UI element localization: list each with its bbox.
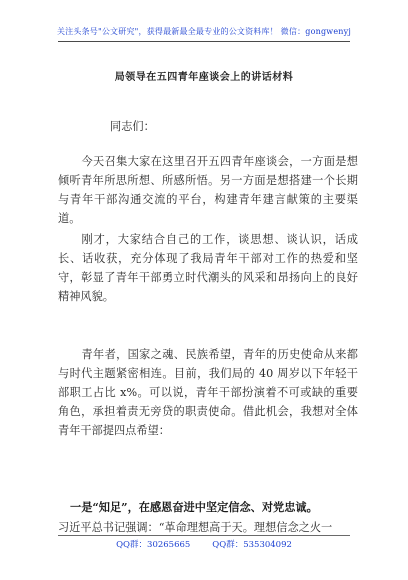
footer-qq-group-2: QQ群：535304092 xyxy=(212,540,292,550)
header-divider xyxy=(58,41,350,42)
point-one-continuation: 习近平总书记强调：“革命理想高于天。理想信念之火一 xyxy=(58,521,333,534)
footer xyxy=(0,538,408,550)
footer-qq-group-1: QQ群：30265665 xyxy=(116,540,191,550)
point-one-heading: 一是“知足”，在感恩奋进中坚定信念、对党忠诚。 xyxy=(70,500,318,514)
footer-divider xyxy=(58,535,350,536)
paragraph-1: 今天召集大家在这里召开五四青年座谈会，一方面是想倾听青年所思所想、所感所悟。另一方面是想搭建一个长期与青年干部沟通交流的平台，构建青年建言献策的主要渠道。 xyxy=(58,155,358,225)
document-title: 局领导在五四青年座谈会上的讲话材料 xyxy=(114,72,294,83)
paragraph-2: 刚才，大家结合自己的工作，谈思想、谈认识，话成长、话收获，充分体现了我局青年干部对工作的热爱和坚守，彰显了青年干部勇立时代潮头的风采和昂扬向上的良好精神风貌。 xyxy=(58,233,358,303)
paragraph-3: 青年者，国家之魂、民族希望，青年的历史使命从来都与时代主题紧密相连。目前，我们局的 40 周岁以下年轻干部职工占比 x%。可以说，青年干部扮演着不可或缺的重要角色，承担着责无旁贷的职责使命。借此机会，我想对全体青年干部提四点希望： xyxy=(58,348,358,437)
salutation: 同志们： xyxy=(110,120,155,133)
header-banner: 关注头条号"公文研究"，获得最新最全最专业的公文资料库！ 微信：gongwenyj xyxy=(56,27,352,36)
